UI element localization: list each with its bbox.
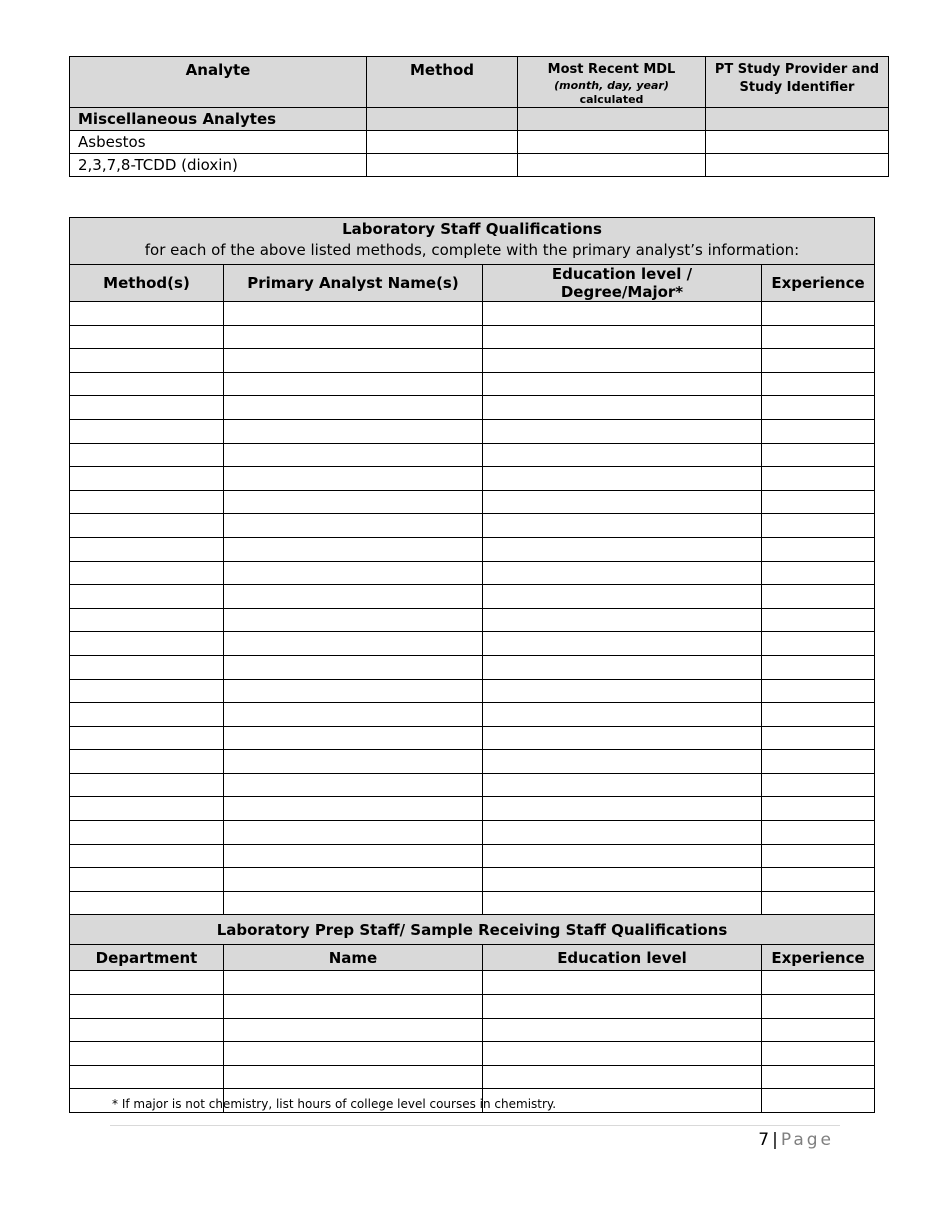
- name-cell[interactable]: [224, 514, 483, 538]
- header-pt-study: PT Study Provider and Study Identifier: [706, 57, 889, 108]
- group-label: Miscellaneous Analytes: [70, 108, 367, 131]
- table-row: [70, 844, 875, 868]
- experience-cell[interactable]: [762, 1018, 875, 1042]
- education-cell[interactable]: [483, 537, 762, 561]
- staff-qualifications-table: [69, 217, 875, 1113]
- name-cell[interactable]: [224, 325, 483, 349]
- education-cell[interactable]: [483, 891, 762, 915]
- education-cell[interactable]: [483, 1042, 762, 1066]
- method-cell[interactable]: [70, 1065, 224, 1089]
- education-cell[interactable]: [483, 655, 762, 679]
- method-cell[interactable]: [70, 995, 224, 1019]
- table-row: [70, 490, 875, 514]
- experience-cell[interactable]: [762, 995, 875, 1019]
- experience-cell[interactable]: [762, 655, 875, 679]
- name-cell[interactable]: [224, 679, 483, 703]
- method-cell[interactable]: [70, 868, 224, 892]
- col-analyst-name: Primary Analyst Name(s): [224, 265, 483, 302]
- education-cell[interactable]: [483, 632, 762, 656]
- header-mdl-calculated: calculated: [579, 93, 644, 106]
- table-row: [70, 821, 875, 845]
- name-cell[interactable]: [224, 995, 483, 1019]
- education-cell[interactable]: [483, 467, 762, 491]
- experience-cell[interactable]: [762, 797, 875, 821]
- name-cell[interactable]: [224, 655, 483, 679]
- name-cell[interactable]: [224, 419, 483, 443]
- table-row: [70, 726, 875, 750]
- table-row: [70, 1042, 875, 1066]
- table-row: [70, 703, 875, 727]
- experience-cell[interactable]: [762, 632, 875, 656]
- table-row: [70, 131, 889, 154]
- name-cell[interactable]: [224, 372, 483, 396]
- education-cell[interactable]: [483, 561, 762, 585]
- pt-cell[interactable]: [706, 154, 889, 177]
- education-cell[interactable]: [483, 995, 762, 1019]
- education-cell[interactable]: [483, 608, 762, 632]
- table-row: [70, 655, 875, 679]
- table-row: [70, 1065, 875, 1089]
- name-cell[interactable]: [224, 537, 483, 561]
- experience-cell[interactable]: [762, 372, 875, 396]
- table-row: [70, 349, 875, 373]
- name-cell[interactable]: [224, 632, 483, 656]
- method-cell[interactable]: [70, 1018, 224, 1042]
- experience-cell[interactable]: [762, 703, 875, 727]
- method-cell[interactable]: [70, 608, 224, 632]
- method-cell[interactable]: [70, 302, 224, 326]
- method-cell[interactable]: [70, 632, 224, 656]
- method-cell[interactable]: [367, 131, 518, 154]
- method-cell[interactable]: [70, 655, 224, 679]
- education-cell[interactable]: [483, 679, 762, 703]
- header-analyte: Analyte: [70, 57, 367, 108]
- education-cell[interactable]: [483, 726, 762, 750]
- education-cell[interactable]: [483, 349, 762, 373]
- experience-cell[interactable]: [762, 467, 875, 491]
- method-cell[interactable]: [70, 971, 224, 995]
- name-cell[interactable]: [224, 349, 483, 373]
- experience-cell[interactable]: [762, 514, 875, 538]
- experience-cell[interactable]: [762, 726, 875, 750]
- method-cell[interactable]: [70, 372, 224, 396]
- table-row: [70, 632, 875, 656]
- name-cell[interactable]: [224, 703, 483, 727]
- method-cell[interactable]: [70, 821, 224, 845]
- table-row: [70, 443, 875, 467]
- footnote: * If major is not chemistry, list hours of college level courses in chemistry.: [112, 1097, 557, 1111]
- table-row: [70, 868, 875, 892]
- experience-cell[interactable]: [762, 490, 875, 514]
- prep-staff-section-title: Laboratory Prep Staff/ Sample Receiving Staff Qualifications: [70, 915, 875, 945]
- table-row: [70, 325, 875, 349]
- analyte-name: 2,3,7,8-TCDD (dioxin): [70, 154, 367, 177]
- experience-cell[interactable]: [762, 773, 875, 797]
- name-cell[interactable]: [224, 773, 483, 797]
- header-mdl-subtitle: [526, 79, 697, 107]
- education-cell[interactable]: [483, 443, 762, 467]
- col-name: Name: [224, 945, 483, 971]
- education-cell[interactable]: [483, 302, 762, 326]
- table-row: [70, 585, 875, 609]
- education-cell[interactable]: [483, 773, 762, 797]
- header-mdl: [518, 57, 706, 108]
- education-cell[interactable]: [483, 703, 762, 727]
- method-cell[interactable]: [70, 703, 224, 727]
- experience-cell[interactable]: [762, 537, 875, 561]
- method-cell[interactable]: [70, 797, 224, 821]
- col-experience: Experience: [762, 265, 875, 302]
- method-cell[interactable]: [70, 443, 224, 467]
- education-cell[interactable]: [483, 396, 762, 420]
- method-cell[interactable]: [70, 773, 224, 797]
- education-cell[interactable]: [483, 844, 762, 868]
- experience-cell[interactable]: [762, 561, 875, 585]
- experience-cell[interactable]: [762, 679, 875, 703]
- method-cell[interactable]: [70, 325, 224, 349]
- experience-cell[interactable]: [762, 1065, 875, 1089]
- col-department: Department: [70, 945, 224, 971]
- name-cell[interactable]: [224, 467, 483, 491]
- name-cell[interactable]: [224, 1042, 483, 1066]
- method-cell[interactable]: [70, 514, 224, 538]
- experience-cell[interactable]: [762, 844, 875, 868]
- name-cell[interactable]: [224, 608, 483, 632]
- name-cell[interactable]: [224, 561, 483, 585]
- table-row: [70, 154, 889, 177]
- name-cell[interactable]: [224, 971, 483, 995]
- experience-cell[interactable]: [762, 396, 875, 420]
- col-methods: Method(s): [70, 265, 224, 302]
- name-cell[interactable]: [224, 396, 483, 420]
- table-row: [70, 302, 875, 326]
- group-pt-cell: [706, 108, 889, 131]
- footer-divider: [110, 1125, 840, 1126]
- name-cell[interactable]: [224, 821, 483, 845]
- method-cell[interactable]: [70, 679, 224, 703]
- page-number-value: 7: [758, 1130, 770, 1150]
- experience-cell[interactable]: [762, 821, 875, 845]
- experience-cell[interactable]: [762, 750, 875, 774]
- name-cell[interactable]: [224, 1018, 483, 1042]
- experience-cell[interactable]: [762, 971, 875, 995]
- method-cell[interactable]: [70, 419, 224, 443]
- mdl-cell[interactable]: [518, 154, 706, 177]
- table-row: [70, 514, 875, 538]
- method-cell[interactable]: [70, 750, 224, 774]
- name-cell[interactable]: [224, 868, 483, 892]
- mdl-cell[interactable]: [518, 131, 706, 154]
- method-cell[interactable]: [70, 585, 224, 609]
- name-cell[interactable]: [224, 585, 483, 609]
- method-cell[interactable]: [367, 154, 518, 177]
- name-cell[interactable]: [224, 490, 483, 514]
- staff-table-title-cell: [70, 218, 875, 265]
- group-mdl-cell: [518, 108, 706, 131]
- method-cell[interactable]: [70, 726, 224, 750]
- name-cell[interactable]: [224, 726, 483, 750]
- header-method: Method: [367, 57, 518, 108]
- name-cell[interactable]: [224, 891, 483, 915]
- staff-table-title: Laboratory Staff Qualifications: [342, 220, 602, 238]
- education-cell[interactable]: [483, 750, 762, 774]
- education-cell[interactable]: [483, 821, 762, 845]
- table-row: [70, 419, 875, 443]
- name-cell[interactable]: [224, 797, 483, 821]
- education-cell[interactable]: [483, 325, 762, 349]
- experience-cell[interactable]: [762, 302, 875, 326]
- education-cell[interactable]: [483, 419, 762, 443]
- name-cell[interactable]: [224, 844, 483, 868]
- education-cell[interactable]: [483, 797, 762, 821]
- method-cell[interactable]: [70, 490, 224, 514]
- analyte-name: Asbestos: [70, 131, 367, 154]
- col-education-level: Education level: [483, 945, 762, 971]
- experience-cell[interactable]: [762, 608, 875, 632]
- experience-cell[interactable]: [762, 349, 875, 373]
- education-cell[interactable]: [483, 868, 762, 892]
- table-row: [70, 971, 875, 995]
- col-education: Education level / Degree/Major*: [483, 265, 762, 302]
- table-row: [70, 561, 875, 585]
- method-cell[interactable]: [70, 844, 224, 868]
- experience-cell[interactable]: [762, 585, 875, 609]
- experience-cell[interactable]: [762, 1042, 875, 1066]
- method-cell[interactable]: [70, 467, 224, 491]
- method-cell[interactable]: [70, 561, 224, 585]
- education-cell[interactable]: [483, 1018, 762, 1042]
- education-cell[interactable]: [483, 585, 762, 609]
- method-cell[interactable]: [70, 396, 224, 420]
- table-row: [70, 679, 875, 703]
- education-cell[interactable]: [483, 372, 762, 396]
- page-separator: |: [772, 1130, 778, 1150]
- method-cell[interactable]: [70, 1042, 224, 1066]
- table-row: [70, 372, 875, 396]
- table-row: [70, 773, 875, 797]
- analyte-table: [69, 56, 889, 177]
- table-row: [70, 396, 875, 420]
- method-cell[interactable]: [70, 349, 224, 373]
- education-cell[interactable]: [483, 1065, 762, 1089]
- table-row: [70, 750, 875, 774]
- table-row: [70, 537, 875, 561]
- table-row: [70, 467, 875, 491]
- name-cell[interactable]: [224, 443, 483, 467]
- table-row: [70, 995, 875, 1019]
- col-prep-experience: Experience: [762, 945, 875, 971]
- group-method-cell: [367, 108, 518, 131]
- staff-table-subtitle: for each of the above listed methods, complete with the primary analyst’s information:: [144, 241, 800, 259]
- education-cell[interactable]: [483, 971, 762, 995]
- header-mdl-title: Most Recent MDL: [547, 62, 676, 77]
- experience-cell[interactable]: [762, 891, 875, 915]
- method-cell[interactable]: [70, 537, 224, 561]
- table-row: [70, 608, 875, 632]
- name-cell[interactable]: [224, 1065, 483, 1089]
- education-cell[interactable]: [483, 514, 762, 538]
- table-row: [70, 891, 875, 915]
- pt-cell[interactable]: [706, 131, 889, 154]
- name-cell[interactable]: [224, 750, 483, 774]
- experience-cell[interactable]: [762, 443, 875, 467]
- education-cell[interactable]: [483, 490, 762, 514]
- page-word: Page: [780, 1130, 834, 1150]
- name-cell[interactable]: [224, 302, 483, 326]
- experience-cell[interactable]: [762, 419, 875, 443]
- table-row: [70, 1018, 875, 1042]
- experience-cell[interactable]: [762, 868, 875, 892]
- experience-cell[interactable]: [762, 1089, 875, 1113]
- table-row: [70, 797, 875, 821]
- experience-cell[interactable]: [762, 325, 875, 349]
- header-mdl-date-format: (month, day, year): [554, 79, 669, 92]
- method-cell[interactable]: [70, 891, 224, 915]
- page-number: [758, 1130, 834, 1150]
